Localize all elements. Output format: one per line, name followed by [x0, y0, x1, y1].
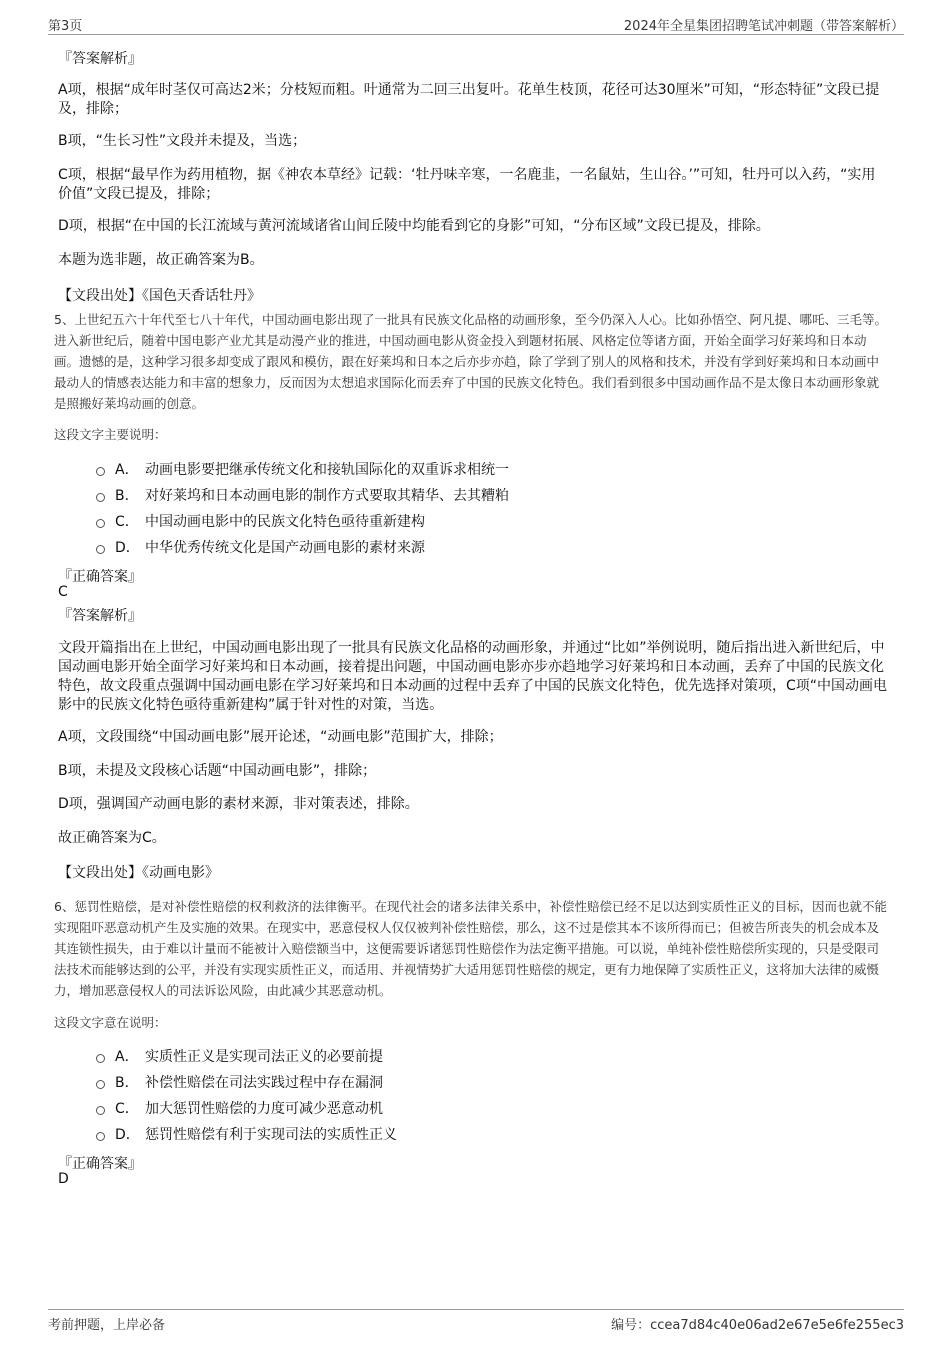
q5-option-b[interactable] — [96, 485, 509, 505]
q5-answer-label: 『正确答案』 — [58, 569, 142, 585]
q6-prompt: 这段文字意在说明： — [54, 1015, 167, 1030]
radio-icon[interactable] — [96, 1132, 105, 1141]
option-text: 中国动画电影中的民族文化特色亟待重新建构 — [145, 514, 425, 530]
document-id: 编号：ccea7d84c40e06ad2e67e5e6fe255ec3 — [611, 1318, 904, 1333]
option-letter: D． — [115, 1127, 140, 1143]
q5-answer: C — [58, 584, 68, 600]
option-letter: C． — [115, 1101, 139, 1117]
q5-analysis-main: 文段开篇指出在上世纪，中国动画电影出现了一批具有民族文化品格的动画形象，并通过“比如”举例说明，随后指出进入新世纪后，中国动画电影开始全面学习好莱坞和日本动画，接着提出问题，中国动画电影亦步亦趋地学习好莱坞和日本动画，丢弃了中国的民族文化特色，故文段重点强调中国动画电影在学习好莱坞和日本动画的过程中丢弃了中国的民族文化特色，优先选择对策项，C项“中国动画电影中的民族文化特色亟待重新建构”属于针对性的对策，当选。 — [58, 640, 888, 713]
q5-option-a[interactable] — [96, 459, 509, 479]
q6-option-c[interactable] — [96, 1098, 383, 1118]
option-letter: B． — [115, 488, 139, 504]
q5-passage: 5、上世纪五六十年代至七八十年代，中国动画电影出现了一批具有民族文化品格的动画形象，至今仍深入人心。比如孙悟空、阿凡提、哪吒、三毛等。进入新世纪后，随着中国电影产业尤其是动漫产业的推进，中国动画电影从资金投入到题材拓展、风格定位等诸方面，开始全面学习好莱坞和日本动画。遗憾的是，这种学习很多却变成了跟风和模仿，跟在好莱坞和日本之后亦步亦趋，除了学到了别人的风格和技术，并没有学到好莱坞和日本动画中最动人的情感表达能力和丰富的想象力，反而因为太想追求国际化而丢弃了中国的民族文化特色。我们看到很多中国动画作品不是太像日本动画形象就是照搬好莱坞动画的创意。 — [54, 312, 887, 411]
option-text: 补偿性赔偿在司法实践过程中存在漏洞 — [145, 1075, 383, 1091]
option-letter: B． — [115, 1075, 139, 1091]
page-number: 第3页 — [48, 19, 83, 34]
option-text: 动画电影要把继承传统文化和接轨国际化的双重诉求相统一 — [145, 462, 509, 478]
q6-passage: 6、惩罚性赔偿，是对补偿性赔偿的权利救济的法律衡平。在现代社会的诸多法律关系中，补偿性赔偿已经不足以达到实质性正义的目标，因而也就不能实现阻吓恶意动机产生及实施的效果。在现实中，恶意侵权人仅仅被判补偿性赔偿，那么，这不过是偿其本不该所得而已；但被告所丧失的机会成本及其连锁性损失，由于难以计量而不能被计入赔偿额当中，这便需要诉诸惩罚性赔偿作为法定衡平措施。可以说，单纯补偿性赔偿所实现的，只是受限司法技术而能够达到的公平，并没有实现实质性正义，而适用、并视情势扩大适用惩罚性赔偿的规定，更有力地保障了实质性正义，这将加大法律的威慑力，增加恶意侵权人的司法诉讼风险，由此减少其恶意动机。 — [54, 899, 887, 998]
option-text: 惩罚性赔偿有利于实现司法的实质性正义 — [145, 1127, 397, 1143]
radio-icon[interactable] — [96, 519, 105, 528]
option-text: 中华优秀传统文化是国产动画电影的素材来源 — [145, 540, 425, 556]
option-letter: C． — [115, 514, 139, 530]
radio-icon[interactable] — [96, 467, 105, 476]
option-text: 实质性正义是实现司法正义的必要前提 — [145, 1049, 383, 1065]
option-text: 加大惩罚性赔偿的力度可减少恶意动机 — [145, 1101, 383, 1117]
q4-analysis-para-d: D项，根据“在中国的长江流域与黄河流域诸省山间丘陵中均能看到它的身影”可知，“分布区域”文段已提及，排除。 — [58, 218, 770, 234]
q5-source: 【文段出处】《动画电影》 — [58, 865, 219, 881]
q4-source: 【文段出处】《国色天香话牡丹》 — [58, 288, 261, 304]
option-letter: D． — [115, 540, 140, 556]
q4-analysis-para-b: B项，“生长习性”文段并未提及，当选； — [58, 133, 307, 149]
q5-option-c[interactable] — [96, 511, 425, 531]
q4-analysis-para-c: C项，根据“最早作为药用植物，据《神农本草经》记载：‘牡丹味辛寒，一名鹿韭，一名鼠姑，生山谷。’”可知，牡丹可以入药，“实用价值”文段已提及，排除； — [58, 167, 876, 202]
header-divider — [48, 34, 904, 35]
q6-option-a[interactable] — [96, 1046, 383, 1066]
footer-divider — [48, 1309, 904, 1310]
q4-analysis-para-a: A项，根据“成年时茎仅可高达2米；分枝短而粗。叶通常为二回三出复叶。花单生枝顶，花径可达30厘米”可知，“形态特征”文段已提及，排除； — [58, 82, 880, 117]
radio-icon[interactable] — [96, 1080, 105, 1089]
q6-answer-label: 『正确答案』 — [58, 1156, 142, 1172]
radio-icon[interactable] — [96, 1106, 105, 1115]
q5-analysis-conclusion: 故正确答案为C。 — [58, 830, 166, 846]
option-letter: A． — [115, 462, 139, 478]
document-title: 2024年全星集团招聘笔试冲刺题（带答案解析） — [623, 19, 904, 34]
q6-option-d[interactable] — [96, 1124, 397, 1144]
q6-answer: D — [58, 1171, 69, 1187]
q5-analysis-label: 『答案解析』 — [58, 608, 142, 624]
option-letter: A． — [115, 1049, 139, 1065]
q5-analysis-b: B项，未提及文段核心话题“中国动画电影”，排除； — [58, 763, 377, 779]
footer-slogan: 考前押题，上岸必备 — [48, 1318, 166, 1333]
q6-option-b[interactable] — [96, 1072, 383, 1092]
q5-prompt: 这段文字主要说明： — [54, 427, 167, 442]
q4-analysis-label: 『答案解析』 — [58, 51, 142, 67]
option-text: 对好莱坞和日本动画电影的制作方式要取其精华、去其糟粕 — [145, 488, 509, 504]
q4-analysis-conclusion: 本题为选非题，故正确答案为B。 — [58, 252, 264, 268]
q5-analysis-a: A项，文段围绕“中国动画电影”展开论述，“动画电影”范围扩大，排除； — [58, 729, 503, 745]
radio-icon[interactable] — [96, 493, 105, 502]
radio-icon[interactable] — [96, 1054, 105, 1063]
q5-option-d[interactable] — [96, 537, 425, 557]
radio-icon[interactable] — [96, 545, 105, 554]
q5-analysis-d: D项，强调国产动画电影的素材来源，非对策表述，排除。 — [58, 796, 419, 812]
